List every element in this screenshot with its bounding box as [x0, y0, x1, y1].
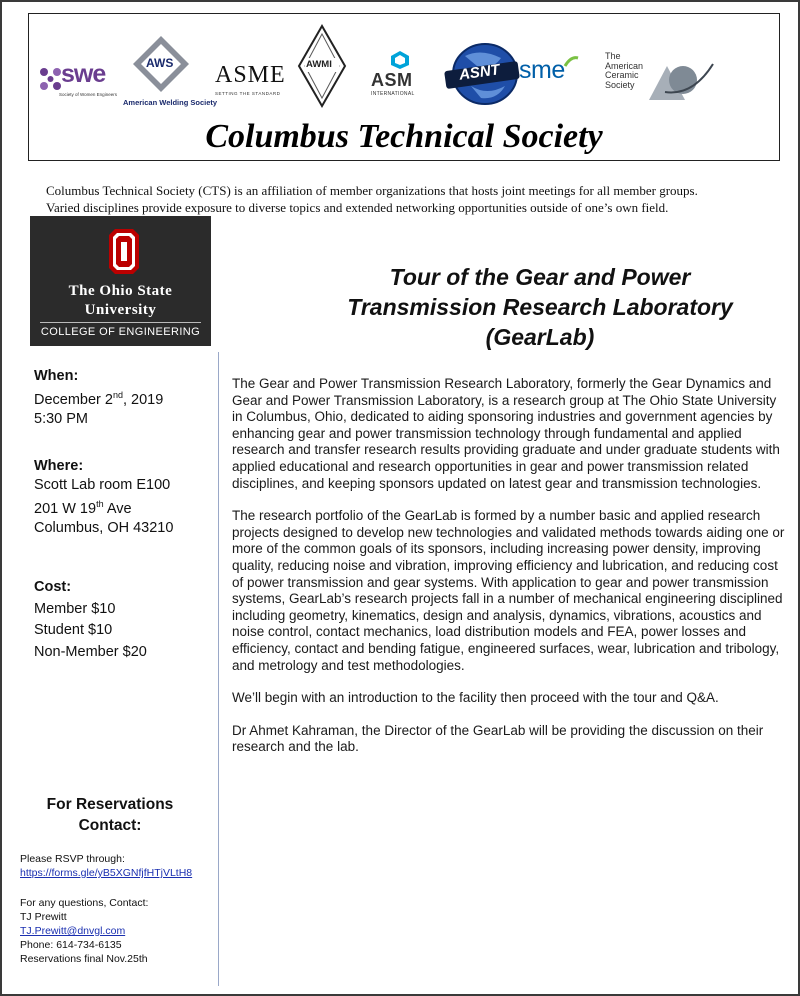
rsvp-link[interactable]: https://forms.gle/yB5XGNfjfHTjVLtH8	[20, 867, 193, 879]
when-date-main: December 2	[34, 391, 113, 408]
asm-wordmark: ASM	[371, 70, 413, 90]
where-street-suffix: th	[96, 499, 104, 509]
sme-wordmark: sme	[519, 56, 565, 84]
osu-name-line-1: The Ohio State	[68, 283, 173, 299]
osu-name-line-2: University	[84, 302, 157, 318]
contact-name: TJ Prewitt	[20, 911, 67, 923]
when-date-year: , 2019	[123, 391, 164, 408]
asm-logo	[369, 50, 435, 102]
awmi-logo	[297, 24, 349, 110]
contact-block	[20, 896, 148, 966]
intro-line-2: Varied disciplines provide exposure to diverse topics and extended networking opportunities outside of one’s own field.	[46, 200, 669, 215]
description-paragraph-3: We’ll begin with an introduction to the facility then proceed with the tour and Q&A.	[232, 690, 719, 706]
description-paragraph-2: The research portfolio of the GearLab is formed by a number basic and applied research projects designed to develop new technologies and validated methods towards aiding one or more of the common goals of its sponsors, including increasing power density, improving quality, reducing noise and vibration, improving efficiency and lubrication, and reducing cost of power transmission and gear systems. With application to gear and power transmission systems, GearLab’s research projects fall in a number of mechanical engineering disciplined including geometry, kinematics, design and analysis, dynamics, vibrations, acoustics and noise control, contact mechanics, load distribution models and FEA, power losses and efficiency, contact and bending fatigue, engineered surfaces, wear, lubrication and tribology, and metrology and test methodologies.	[232, 508, 785, 673]
cost-section	[34, 577, 147, 663]
asme-logo	[211, 62, 293, 102]
when-section	[34, 367, 163, 429]
aws-wordmark: AWS	[146, 56, 174, 70]
aws-logo	[123, 34, 218, 108]
acers-logo	[605, 50, 721, 106]
when-time: 5:30 PM	[34, 410, 88, 427]
osu-logo-block	[30, 216, 211, 346]
acers-line-1: The	[605, 51, 621, 61]
reservations-deadline: Reservations final Nov.25th	[20, 953, 148, 965]
questions-label: For any questions, Contact:	[20, 897, 149, 909]
awmi-wordmark: AWMI	[306, 59, 332, 70]
where-label: Where:	[34, 458, 84, 474]
when-date-suffix: nd	[112, 390, 123, 400]
intro-line-1: Columbus Technical Society (CTS) is an affiliation of member organizations that hosts joint meetings for all member groups.	[46, 183, 698, 198]
osu-college: COLLEGE OF ENGINEERING	[40, 326, 201, 338]
when-label: When:	[34, 368, 79, 384]
osu-divider	[40, 322, 201, 323]
contact-email-link[interactable]: TJ.Prewitt@dnvgl.com	[20, 925, 126, 937]
sponsor-logos	[29, 14, 779, 114]
intro-text	[46, 182, 766, 216]
osu-name	[30, 282, 211, 320]
asme-tagline: SETTING THE STANDARD	[215, 91, 281, 96]
where-line-3: Columbus, OH 43210	[34, 519, 174, 536]
cost-student: Student $10	[34, 622, 113, 638]
where-line-2	[34, 495, 173, 519]
acers-line-4: Society	[605, 79, 635, 90]
swe-mark-icon	[39, 66, 63, 92]
event-title	[290, 262, 790, 352]
acers-line-2: American	[605, 60, 644, 71]
asnt-logo	[441, 42, 525, 108]
cost-member: Member $10	[34, 600, 116, 617]
where-street-type: Ave	[103, 500, 132, 517]
acers-sphere-icon	[645, 56, 717, 104]
reservations-heading-line-2: Contact:	[78, 817, 142, 834]
where-section	[34, 457, 173, 538]
asm-hex-icon	[389, 50, 411, 70]
cost-nonmember: Non-Member $20	[34, 643, 147, 660]
event-title-line-2: Transmission Research Laboratory	[347, 294, 733, 320]
swe-tagline: Society of Women Engineers	[59, 92, 117, 97]
swe-wordmark: swe	[61, 60, 106, 88]
sme-logo	[519, 54, 583, 94]
contact-phone: Phone: 614-734-6135	[20, 939, 122, 951]
cost-label: Cost:	[34, 579, 72, 595]
event-title-line-1: Tour of the Gear and Power	[389, 264, 691, 290]
when-date	[34, 386, 163, 410]
aws-tagline: American Welding Society	[123, 98, 218, 107]
description-paragraph-4: Dr Ahmet Kahraman, the Director of the GearLab will be providing the discussion on their research and the lab.	[232, 722, 764, 755]
rsvp-label: Please RSVP through:	[20, 853, 125, 865]
event-title-line-3: (GearLab)	[485, 324, 595, 350]
reservations-heading	[20, 794, 200, 836]
acers-line-3: Ceramic	[605, 70, 639, 80]
event-description	[232, 376, 787, 772]
header-box	[28, 13, 780, 161]
description-paragraph-1: The Gear and Power Transmission Research Laboratory, formerly the Gear Dynamics and Gear and Power Transmission Laboratory, is a research group at The Ohio State University in Columbus, Ohio, dedicated to aiding sponsoring industries and government agencies by enhancing gear and power transmission technology through fundamental and applied research and transfer research results providing graduate and under graduate students with applied educational and research opportunities in gear and power transmission related disciplines, and keeping sponsors updated on latest gear and transmission technologies.	[232, 376, 780, 491]
society-title: Columbus Technical Society	[205, 118, 603, 155]
where-street: 201 W 19	[34, 500, 97, 517]
asm-tagline: INTERNATIONAL	[371, 91, 415, 97]
acers-wordmark	[605, 52, 643, 90]
where-line-1: Scott Lab room E100	[34, 477, 171, 493]
sme-swoosh-icon	[563, 54, 579, 70]
column-divider	[218, 352, 219, 986]
asme-wordmark: ASME	[215, 62, 286, 88]
rsvp-block	[20, 852, 192, 880]
swe-logo	[37, 60, 123, 106]
osu-block-o-icon	[109, 229, 139, 274]
asnt-wordmark: ASNT	[458, 61, 501, 84]
reservations-heading-line-1: For Reservations	[46, 796, 174, 813]
